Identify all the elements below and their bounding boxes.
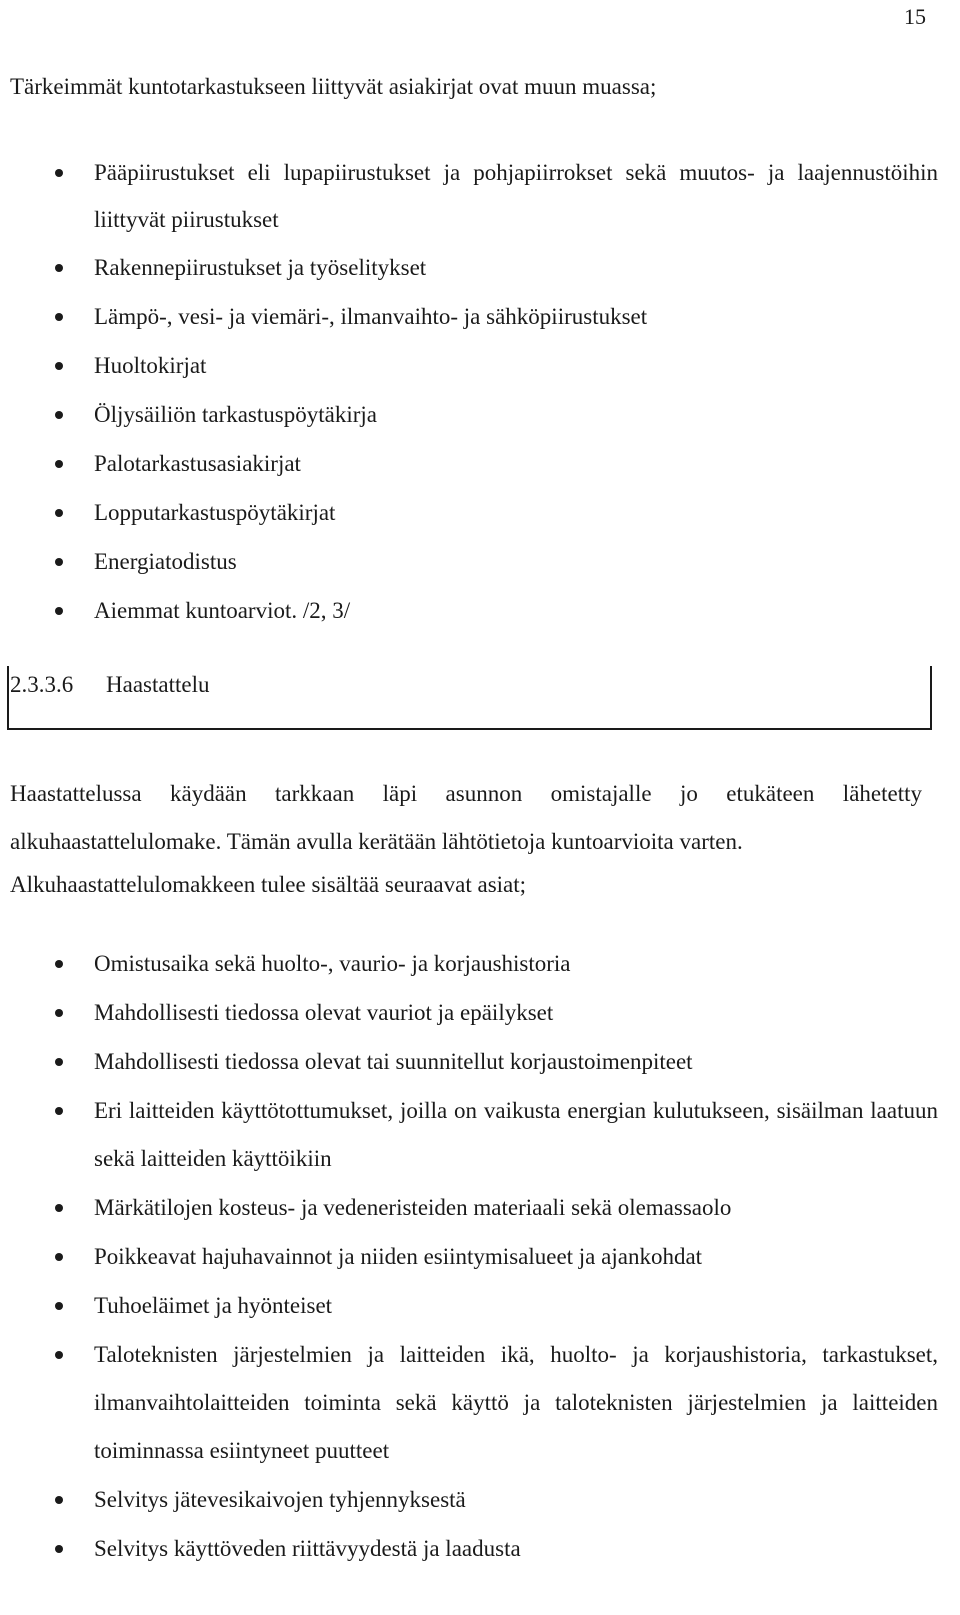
list-item [0,1331,960,1475]
list-item-text: Poikkeavat hajuhavainnot ja niiden esiintymisalueet ja ajankohdat [94,1244,703,1269]
bullet-icon [55,460,63,468]
list-item [0,1038,960,1086]
bullet-icon [55,1545,63,1553]
bullet-icon [55,411,63,419]
section-heading [10,672,209,698]
list-item-text: Lopputarkastuspöytäkirjat [94,500,336,525]
bullet-icon [55,1496,63,1504]
list-item [0,989,960,1037]
bullet-icon [55,509,63,517]
bullet-icon [55,313,63,321]
bullet-icon [55,558,63,566]
list-item [0,538,960,586]
list-item-text: Öljysäiliön tarkastuspöytäkirja [94,402,377,427]
list-item-text: Selvitys jätevesikaivojen tyhjennyksestä [94,1487,466,1512]
list-item [0,1233,960,1281]
list-item-text: Rakennepiirustukset ja työselitykset [94,255,427,280]
list-item [0,1282,960,1330]
list-item-text: Eri laitteiden käyttötottumukset, joilla on vaikusta energian kulutukseen, sisäilman laatuun sekä laitteiden käyttöikiin [94,1098,938,1171]
bullet-icon [55,1009,63,1017]
list-item [0,342,960,390]
section-title: Haastattelu [106,672,210,697]
bullet-icon [55,264,63,272]
page-number: 15 [904,4,926,29]
intro-text: Tärkeimmät kuntotarkastukseen liittyvät asiakirjat ovat muun muassa; [10,74,657,99]
list-item-text: Märkätilojen kosteus- ja vedeneristeiden materiaali sekä olemassaolo [94,1195,732,1220]
list-item-text: Omistusaika sekä huolto-, vaurio- ja korjaushistoria [94,951,571,976]
bullet-icon [55,960,63,968]
body-paragraph: Haastattelussa käydään tarkkaan läpi asunnon omistajalle jo etukäteen lähetetty alkuhaastattelulomake. Tämän avulla kerätään lähtötietoja kuntoarvioita varten. [10,781,922,854]
list-item [0,940,960,988]
frame-right-line [930,666,932,690]
list-item [0,1087,960,1183]
list-item [0,391,960,439]
bullet-icon [55,362,63,370]
list-item-text: Palotarkastusasiakirjat [94,451,301,476]
list-item [0,1476,960,1524]
interview-list [0,940,960,1574]
list-item-text: Mahdollisesti tiedossa olevat tai suunnitellut korjaustoimenpiteet [94,1049,693,1074]
list-item-text: Huoltokirjat [94,353,207,378]
list-item [0,587,960,635]
frame-left-line [7,666,9,690]
bullet-icon [55,169,63,177]
list-item-text: Selvitys käyttöveden riittävyydestä ja laadusta [94,1536,521,1561]
section-number: 2.3.3.6 [10,672,74,697]
list-item-text: Pääpiirustukset eli lupapiirustukset ja pohjapiirrokset sekä muutos- ja laajennustöihin liittyvät piirustukset [94,160,938,232]
bullet-icon [55,1204,63,1212]
bullet-icon [55,1058,63,1066]
list-item-text: Mahdollisesti tiedossa olevat vauriot ja epäilykset [94,1000,554,1025]
bullet-icon [55,1253,63,1261]
list-item-text: Tuhoeläimet ja hyönteiset [94,1293,333,1318]
list-item [0,489,960,537]
bullet-icon [55,1302,63,1310]
document-list [0,149,960,636]
list-item-text: Lämpö-, vesi- ja viemäri-, ilmanvaihto- ja sähköpiirustukset [94,304,648,329]
list-item [0,244,960,292]
list-item [0,149,960,243]
intro-text-2: Alkuhaastattelulomakkeen tulee sisältää seuraavat asiat; [10,872,527,897]
bullet-icon [55,607,63,615]
list-item [0,1525,960,1573]
list-item-text: Taloteknisten järjestelmien ja laitteiden ikä, huolto- ja korjaushistoria, tarkastukset, ilmanvaihtolaitteiden toiminta sekä käyttö ja taloteknisten järjestelmien ja laitteiden toiminnassa esiintyneet puutteet [94,1342,938,1463]
list-item [0,440,960,488]
bullet-icon [55,1351,63,1359]
bullet-icon [55,1107,63,1115]
list-item [0,293,960,341]
list-item-text: Energiatodistus [94,549,237,574]
list-item [0,1184,960,1232]
list-item-text: Aiemmat kuntoarviot. /2, 3/ [94,598,351,623]
